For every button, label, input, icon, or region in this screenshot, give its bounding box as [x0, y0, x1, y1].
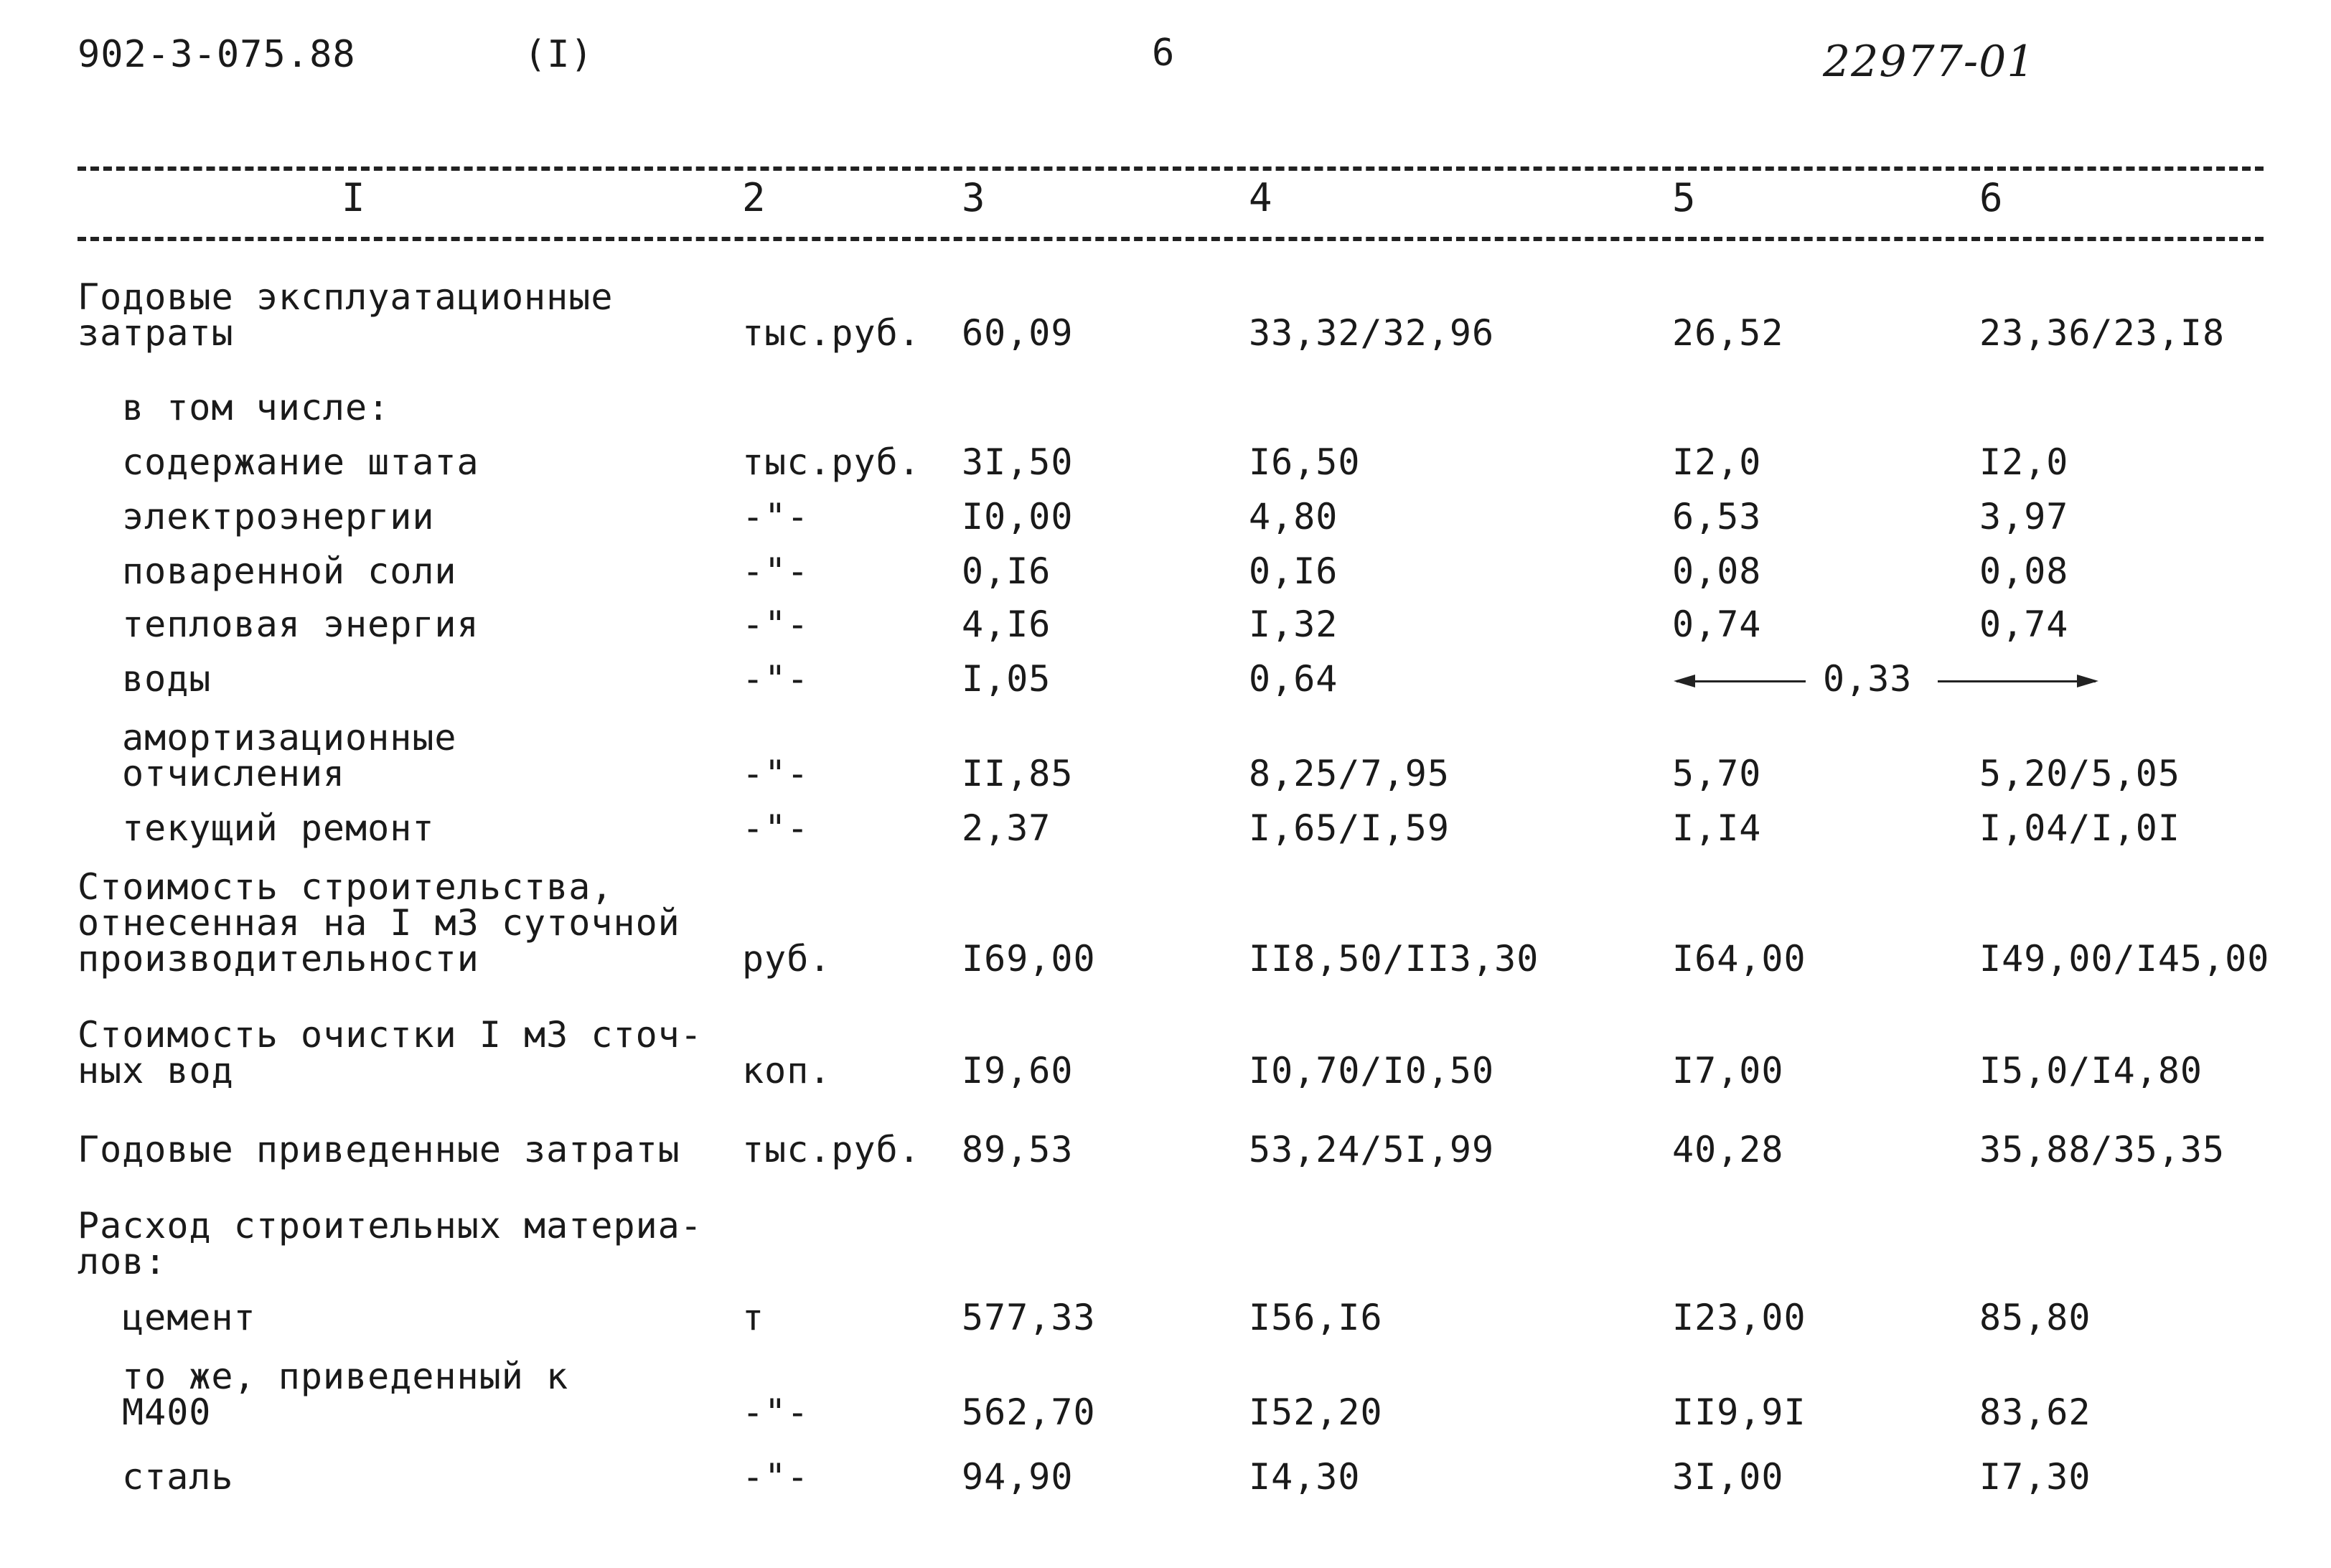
value-cell: 8,25/7,95: [1249, 753, 1450, 794]
value-cell: 85,80: [1979, 1297, 2091, 1338]
value-cell: I4,30: [1249, 1456, 1361, 1498]
column-header-1: I: [342, 175, 366, 220]
value-cell: I9,60: [962, 1050, 1074, 1092]
value-cell: I7,30: [1979, 1456, 2091, 1498]
value-cell: 94,90: [962, 1456, 1074, 1498]
value-cell: I,32: [1249, 604, 1338, 645]
value-cell: 0,74: [1979, 604, 2069, 645]
row-label: отнесенная на I м3 суточной: [78, 902, 680, 944]
unit-cell: тыс.руб.: [742, 1129, 921, 1170]
column-header-4: 4: [1249, 175, 1273, 220]
value-cell: I0,70/I0,50: [1249, 1050, 1495, 1092]
row-label: Годовые приведенные затраты: [78, 1129, 680, 1170]
value-cell: I0,00: [962, 496, 1074, 537]
value-cell: 53,24/5I,99: [1249, 1129, 1495, 1170]
row-label: тепловая энергия: [122, 604, 479, 645]
row-label: М400: [122, 1391, 212, 1433]
row-label: поваренной соли: [122, 550, 457, 592]
value-cell: 83,62: [1979, 1391, 2091, 1433]
value-cell: 4,80: [1249, 496, 1338, 537]
value-cell: 577,33: [962, 1297, 1096, 1338]
unit-cell: -"-: [742, 1456, 810, 1498]
unit-cell: -"-: [742, 550, 810, 592]
unit-cell: тыс.руб.: [742, 312, 921, 354]
column-header-3: 3: [962, 175, 986, 220]
value-cell: 0,64: [1249, 658, 1338, 700]
value-cell: 40,28: [1672, 1129, 1784, 1170]
unit-cell: -"-: [742, 807, 810, 849]
value-cell: I6,50: [1249, 441, 1361, 483]
row-label: Годовые эксплуатационные: [78, 276, 614, 318]
unit-cell: -"-: [742, 658, 810, 700]
unit-cell: -"-: [742, 496, 810, 537]
header-top-rule: [78, 166, 2264, 171]
row-label: производительности: [78, 938, 479, 980]
column-header-6: 6: [1979, 175, 2004, 220]
value-cell: I,05: [962, 658, 1051, 700]
column-header-5: 5: [1672, 175, 1697, 220]
row-label: ных вод: [78, 1050, 234, 1092]
header-bottom-rule: [78, 237, 2264, 241]
value-cell: 89,53: [962, 1129, 1074, 1170]
row-label: воды: [122, 658, 212, 700]
value-cell: I64,00: [1672, 938, 1806, 980]
row-label: текущий ремонт: [122, 807, 435, 849]
value-cell: 60,09: [962, 312, 1074, 354]
value-cell: I7,00: [1672, 1050, 1784, 1092]
spanning-value-cell: 0,33: [1823, 658, 1913, 700]
row-label: Стоимость очистки I м3 сточ-: [78, 1014, 703, 1056]
row-label: отчисления: [122, 753, 346, 794]
row-label: цемент: [122, 1297, 256, 1338]
value-cell: I69,00: [962, 938, 1096, 980]
value-cell: II,85: [962, 753, 1074, 794]
value-cell: II9,9I: [1672, 1391, 1806, 1433]
value-cell: 562,70: [962, 1391, 1096, 1433]
value-cell: I52,20: [1249, 1391, 1383, 1433]
unit-cell: тыс.руб.: [742, 441, 921, 483]
value-cell: I2,0: [1979, 441, 2069, 483]
value-cell: 3I,00: [1672, 1456, 1784, 1498]
value-cell: 0,74: [1672, 604, 1762, 645]
value-cell: 0,I6: [1249, 550, 1338, 592]
subsection-label: в том числе:: [122, 387, 390, 428]
row-label: амортизационные: [122, 717, 457, 759]
value-cell: 3,97: [1979, 496, 2069, 537]
value-cell: 0,I6: [962, 550, 1051, 592]
unit-cell: -"-: [742, 1391, 810, 1433]
value-cell: 33,32/32,96: [1249, 312, 1495, 354]
value-cell: 5,20/5,05: [1979, 753, 2180, 794]
unit-cell: -"-: [742, 604, 810, 645]
value-cell: 35,88/35,35: [1979, 1129, 2226, 1170]
value-cell: I5,0/I4,80: [1979, 1050, 2203, 1092]
unit-cell: руб.: [742, 938, 832, 980]
row-label: сталь: [122, 1456, 234, 1498]
value-cell: I49,00/I45,00: [1979, 938, 2270, 980]
value-cell: 2,37: [962, 807, 1051, 849]
value-cell: I,65/I,59: [1249, 807, 1450, 849]
row-label: содержание штата: [122, 441, 479, 483]
row-label: то же, приведенный к: [122, 1356, 569, 1397]
row-label: Стоимость строительства,: [78, 866, 614, 908]
section-label: лов:: [78, 1241, 167, 1282]
value-cell: I,I4: [1672, 807, 1762, 849]
part-number: (I): [524, 33, 594, 76]
value-cell: 0,08: [1979, 550, 2069, 592]
unit-cell: т: [742, 1297, 765, 1338]
inventory-number: 22977-01: [1823, 37, 2035, 87]
value-cell: I56,I6: [1249, 1297, 1383, 1338]
value-cell: 3I,50: [962, 441, 1074, 483]
value-cell: 4,I6: [962, 604, 1051, 645]
right-arrow-icon: [1938, 680, 2096, 682]
value-cell: 6,53: [1672, 496, 1762, 537]
page-number: 6: [1152, 32, 1176, 75]
value-cell: I23,00: [1672, 1297, 1806, 1338]
value-cell: I,04/I,0I: [1979, 807, 2180, 849]
row-label: электроэнергии: [122, 496, 435, 537]
value-cell: 5,70: [1672, 753, 1762, 794]
row-label: затраты: [78, 312, 234, 354]
column-header-2: 2: [742, 175, 766, 220]
unit-cell: -"-: [742, 753, 810, 794]
value-cell: 26,52: [1672, 312, 1784, 354]
section-label: Расход строительных материа-: [78, 1205, 703, 1247]
value-cell: II8,50/II3,30: [1249, 938, 1539, 980]
value-cell: 23,36/23,I8: [1979, 312, 2226, 354]
document-code: 902-3-075.88: [78, 33, 356, 76]
value-cell: I2,0: [1672, 441, 1762, 483]
value-cell: 0,08: [1672, 550, 1762, 592]
unit-cell: коп.: [742, 1050, 832, 1092]
left-arrow-icon: [1676, 680, 1806, 682]
